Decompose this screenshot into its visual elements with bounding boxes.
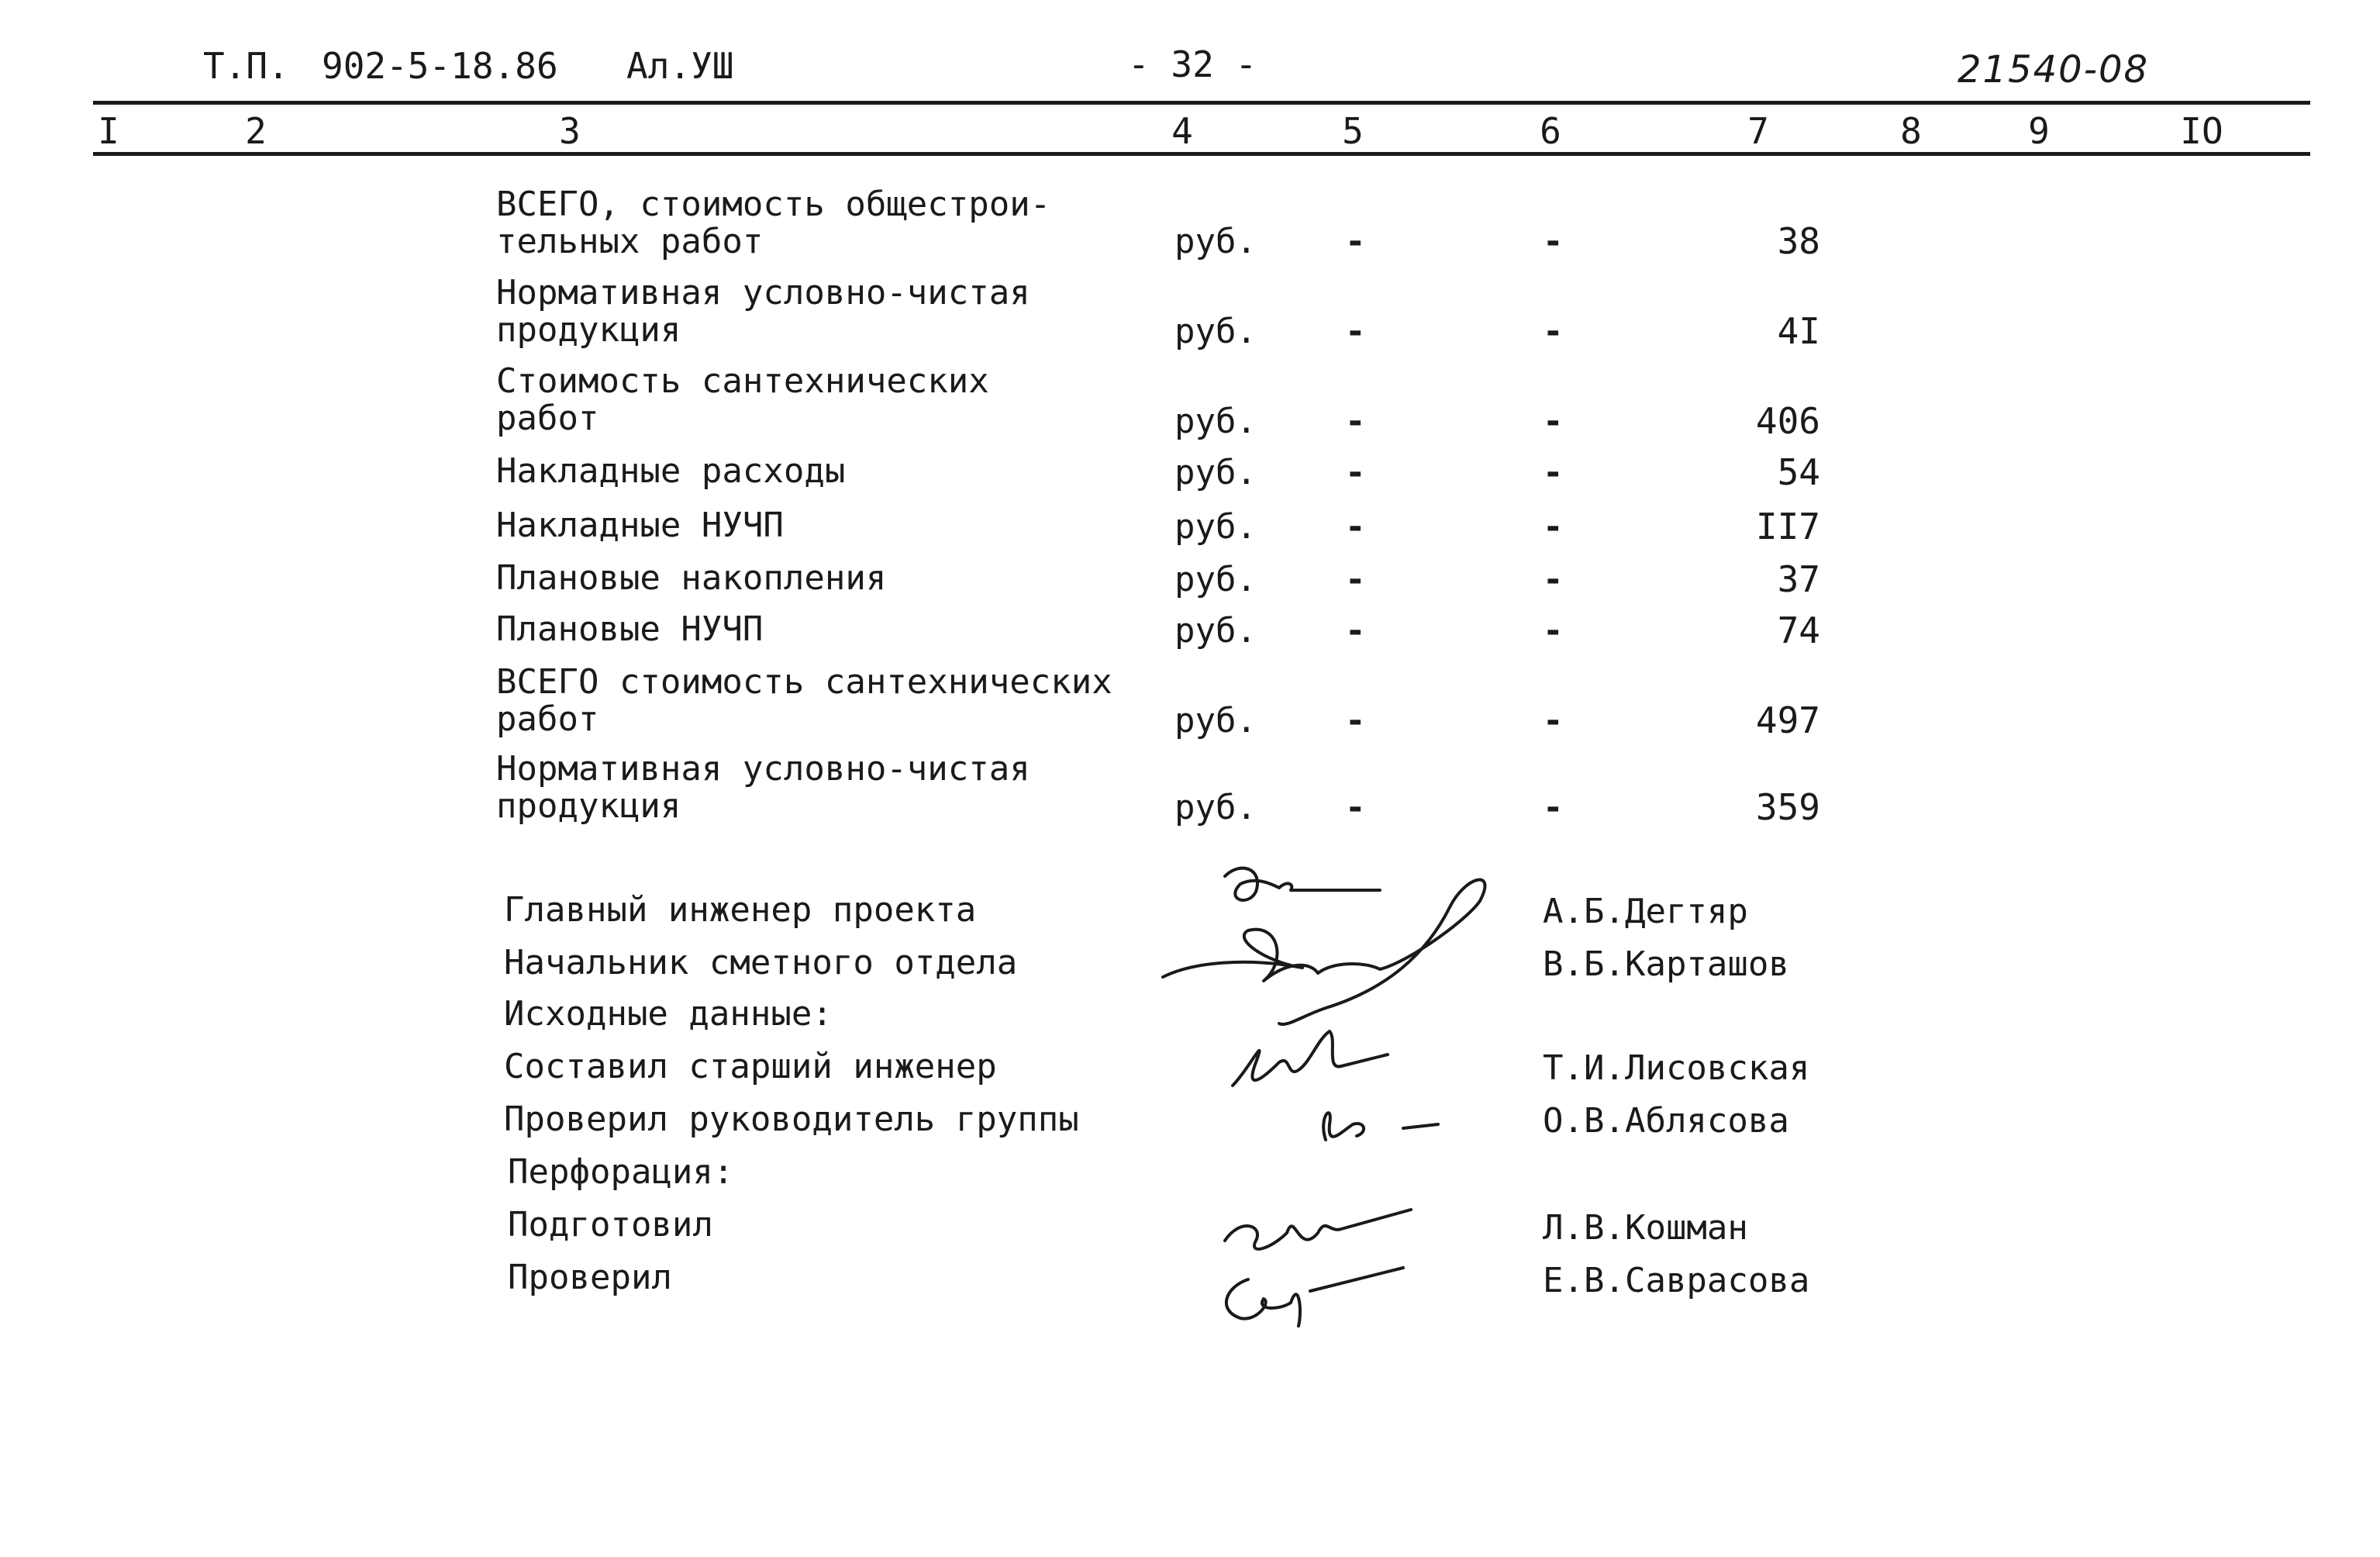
signatory-role: Проверил руководитель группы [504,1100,1079,1139]
row-value: 54 [1777,451,1820,493]
row-description-cont: тельных работ [496,222,764,261]
row-unit: руб. [1174,560,1257,599]
row-description: Плановые НУЧП [496,609,764,649]
column-number: 9 [2028,110,2050,152]
signatory-name: Л.В.Кошман [1543,1208,1748,1248]
album-number: Ал.УШ [626,45,734,87]
row-unit: руб. [1174,402,1257,441]
signatory-name: О.В.Аблясова [1543,1101,1789,1141]
column-number: 5 [1342,110,1364,152]
row-value: 359 [1755,786,1820,828]
row-col6: - [1543,507,1564,547]
row-unit: руб. [1174,507,1257,547]
signature-5 [1225,1210,1411,1249]
row-col5: - [1345,453,1366,492]
row-description: ВСЕГО стоимость сантехнических [496,662,1112,702]
row-unit: руб. [1174,611,1257,651]
inventory-number: 21540-08 [1957,48,2150,91]
signature-1 [1225,868,1380,900]
row-value: 74 [1777,609,1820,651]
page-number: - 32 - [1128,43,1257,85]
row-description-cont: продукция [496,310,681,350]
row-col5: - [1345,222,1366,261]
column-number: 2 [245,110,267,152]
section-label: Перфорация: [508,1152,734,1192]
signature-2 [1163,880,1485,1024]
column-number: 8 [1900,110,1922,152]
signatory-role: Составил старший инженер [504,1047,997,1086]
row-value: II7 [1755,506,1820,547]
signatory-role: Главный инженер проекта [504,890,977,930]
row-col5: - [1345,701,1366,741]
row-value: 497 [1755,699,1820,741]
row-description: Плановые накопления [496,558,887,598]
row-col6: - [1543,312,1564,351]
signatory-name: Т.И.Лисовская [1543,1048,1810,1088]
row-unit: руб. [1174,701,1257,741]
row-col5: - [1345,560,1366,599]
column-number: 6 [1540,110,1561,152]
column-number: 7 [1747,110,1769,152]
signature-3 [1233,1031,1388,1086]
row-col6: - [1543,222,1564,261]
table-top-rule [93,101,2310,105]
row-description: Накладные НУЧП [496,506,784,545]
row-value: 37 [1777,558,1820,600]
column-number: IO [2180,110,2223,152]
section-label: Исходные данные: [504,994,833,1034]
row-col6: - [1543,788,1564,827]
row-col6: - [1543,560,1564,599]
column-number: 4 [1171,110,1193,152]
signatory-name: Е.В.Саврасова [1543,1261,1810,1300]
doc-code: Т.П. [203,45,289,87]
project-number: 902-5-18.86 [322,45,558,87]
row-unit: руб. [1174,788,1257,827]
row-description-cont: работ [496,699,599,739]
row-description: Накладные расходы [496,451,846,491]
signatory-name: А.Б.Дегтяр [1543,892,1748,931]
table-header-rule [93,152,2310,156]
signatory-role: Проверил [508,1258,672,1297]
row-col5: - [1345,788,1366,827]
signature-6 [1226,1268,1403,1326]
row-col5: - [1345,507,1366,547]
row-value: 4I [1777,310,1820,352]
handwritten-signatures [1132,845,1535,1326]
column-number: I [98,110,119,152]
row-description: ВСЕГО, стоимость общестрои- [496,185,1051,224]
row-description: Стоимость сантехнических [496,361,989,401]
row-col6: - [1543,611,1564,651]
row-value: 38 [1777,220,1820,262]
row-col5: - [1345,611,1366,651]
row-description: Нормативная условно-чистая [496,273,1030,312]
row-unit: руб. [1174,453,1257,492]
row-description-cont: работ [496,399,599,438]
row-description-cont: продукция [496,786,681,826]
row-col6: - [1543,701,1564,741]
row-col5: - [1345,312,1366,351]
signatory-name: В.Б.Карташов [1543,944,1789,984]
row-unit: руб. [1174,312,1257,351]
row-col6: - [1543,402,1564,441]
signatory-role: Начальник сметного отдела [504,943,1018,982]
row-col5: - [1345,402,1366,441]
row-value: 406 [1755,400,1820,442]
row-unit: руб. [1174,222,1257,261]
row-col6: - [1543,453,1564,492]
row-description: Нормативная условно-чистая [496,749,1030,789]
signatory-role: Подготовил [508,1205,713,1245]
column-number: 3 [559,110,581,152]
signature-4 [1323,1113,1438,1140]
